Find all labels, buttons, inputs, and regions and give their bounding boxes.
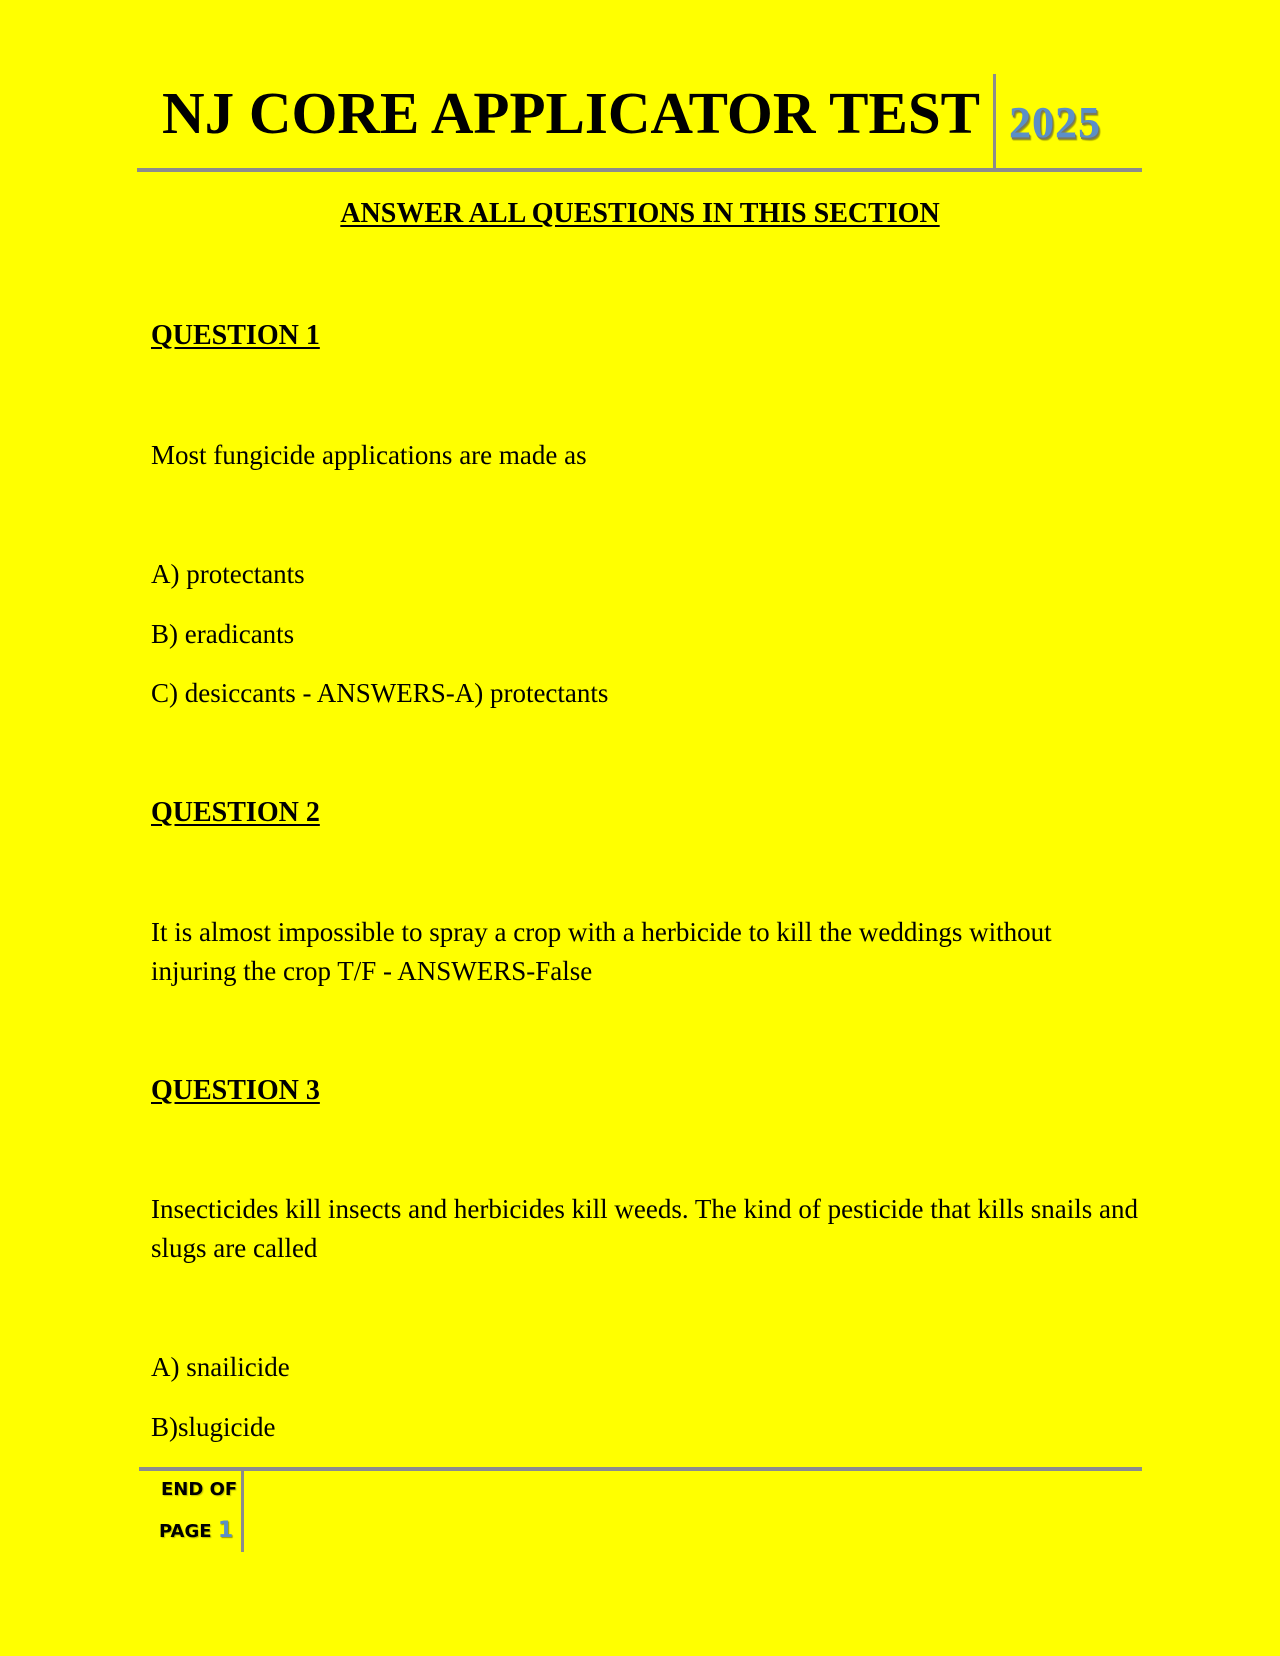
question-2-prompt: It is almost impossible to spray a crop with a herbicide to kill the weddings without injuring the crop T/F - ANSWERS-False: [151, 917, 1052, 986]
section-heading-text: ANSWER ALL QUESTIONS IN THIS SECTION: [340, 198, 940, 229]
footer-page-text: PAGE: [159, 1521, 212, 1542]
question-3-prompt: Insecticides kill insects and herbicides kill weeds. The kind of pesticide that kills snails and slugs are called: [151, 1194, 1139, 1263]
section-heading: [0, 200, 1280, 228]
footer-page-number: 1: [217, 1518, 234, 1543]
question-1-option-c: C) desiccants - ANSWERS-A) protectants: [151, 678, 609, 708]
footer-divider: [241, 1471, 244, 1552]
footer-rule: [139, 1467, 1142, 1471]
question-3-option-b: B)slugicide: [151, 1412, 276, 1442]
question-1-prompt: Most fungicide applications are made as: [151, 440, 587, 470]
document-year: 2025: [1009, 98, 1101, 147]
document-title: NJ CORE APPLICATOR TEST: [162, 80, 980, 146]
header-divider: [993, 74, 996, 168]
document-header: [137, 74, 1142, 172]
footer-page-label: [159, 1520, 233, 1542]
question-1-option-a: A) protectants: [151, 559, 305, 589]
question-2-title: QUESTION 2: [151, 797, 320, 828]
question-1-title: QUESTION 1: [151, 320, 320, 351]
footer-end-of-label: END OF: [161, 1479, 238, 1500]
question-1-option-b: B) eradicants: [151, 619, 295, 649]
question-3-option-a: A) snailicide: [151, 1352, 290, 1382]
question-3-title: QUESTION 3: [151, 1075, 320, 1106]
